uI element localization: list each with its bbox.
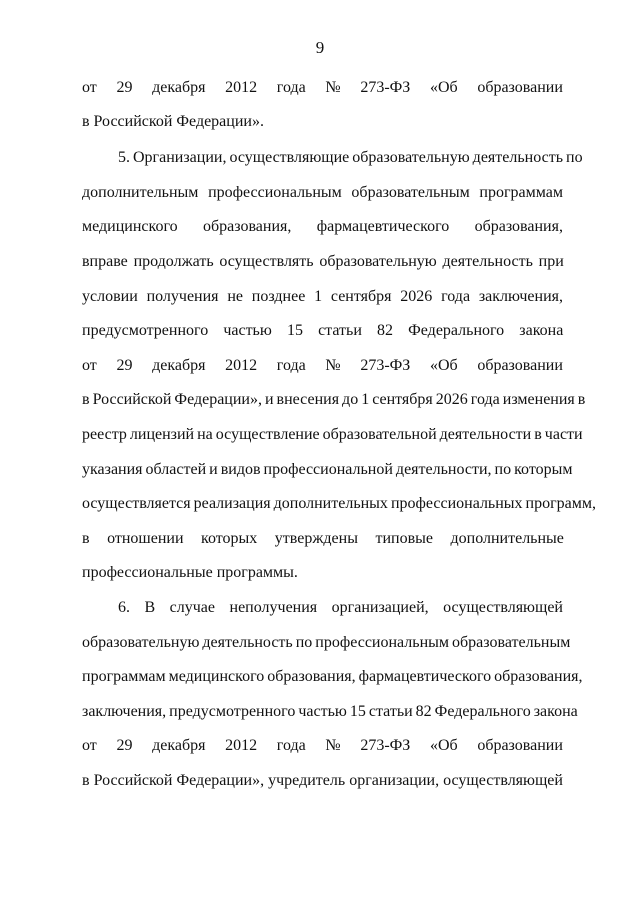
paragraph-6-first-line: 6. В случае неполучения организацией, осуществляющей <box>118 599 563 616</box>
text-line: медицинского образования, фармацевтического образования, <box>82 218 563 235</box>
text-line: от 29 декабря 2012 года № 273-ФЗ «Об образовании <box>82 357 563 374</box>
text-line: предусмотренного частью 15 статьи 82 Федерального закона <box>82 322 564 339</box>
text-line: вправе продолжать осуществлять образовательную деятельность при <box>82 253 564 270</box>
text-line: в Российской Федерации». <box>82 113 264 130</box>
text-line: в Российской Федерации», учредитель организации, осуществляющей <box>82 772 563 789</box>
text-line: профессиональные программы. <box>82 564 298 581</box>
text-line: программам медицинского образования, фармацевтического образования, <box>82 668 583 685</box>
text-line: реестр лицензий на осуществление образовательной деятельности в части <box>82 426 583 443</box>
text-line: указания областей и видов профессиональной деятельности, по которым <box>82 461 573 478</box>
text-line: от 29 декабря 2012 года № 273-ФЗ «Об образовании <box>82 737 563 754</box>
text-line: от 29 декабря 2012 года № 273-ФЗ «Об образовании <box>82 79 563 96</box>
text-line: в отношении которых утверждены типовые дополнительные <box>82 530 564 547</box>
text-line: образовательную деятельность по профессиональным образовательным <box>82 634 571 651</box>
text-line: в Российской Федерации», и внесения до 1 сентября 2026 года изменения в <box>82 391 586 408</box>
paragraph-5-first-line: 5. Организации, осуществляющие образовательную деятельность по <box>118 149 583 166</box>
text-line: заключения, предусмотренного частью 15 статьи 82 Федерального закона <box>82 703 578 720</box>
text-line: условии получения не позднее 1 сентября 2026 года заключения, <box>82 288 563 305</box>
text-line: дополнительным профессиональным образовательным программам <box>82 184 563 201</box>
page-number: 9 <box>315 38 325 57</box>
text-line: осуществляется реализация дополнительных профессиональных программ, <box>82 495 597 512</box>
